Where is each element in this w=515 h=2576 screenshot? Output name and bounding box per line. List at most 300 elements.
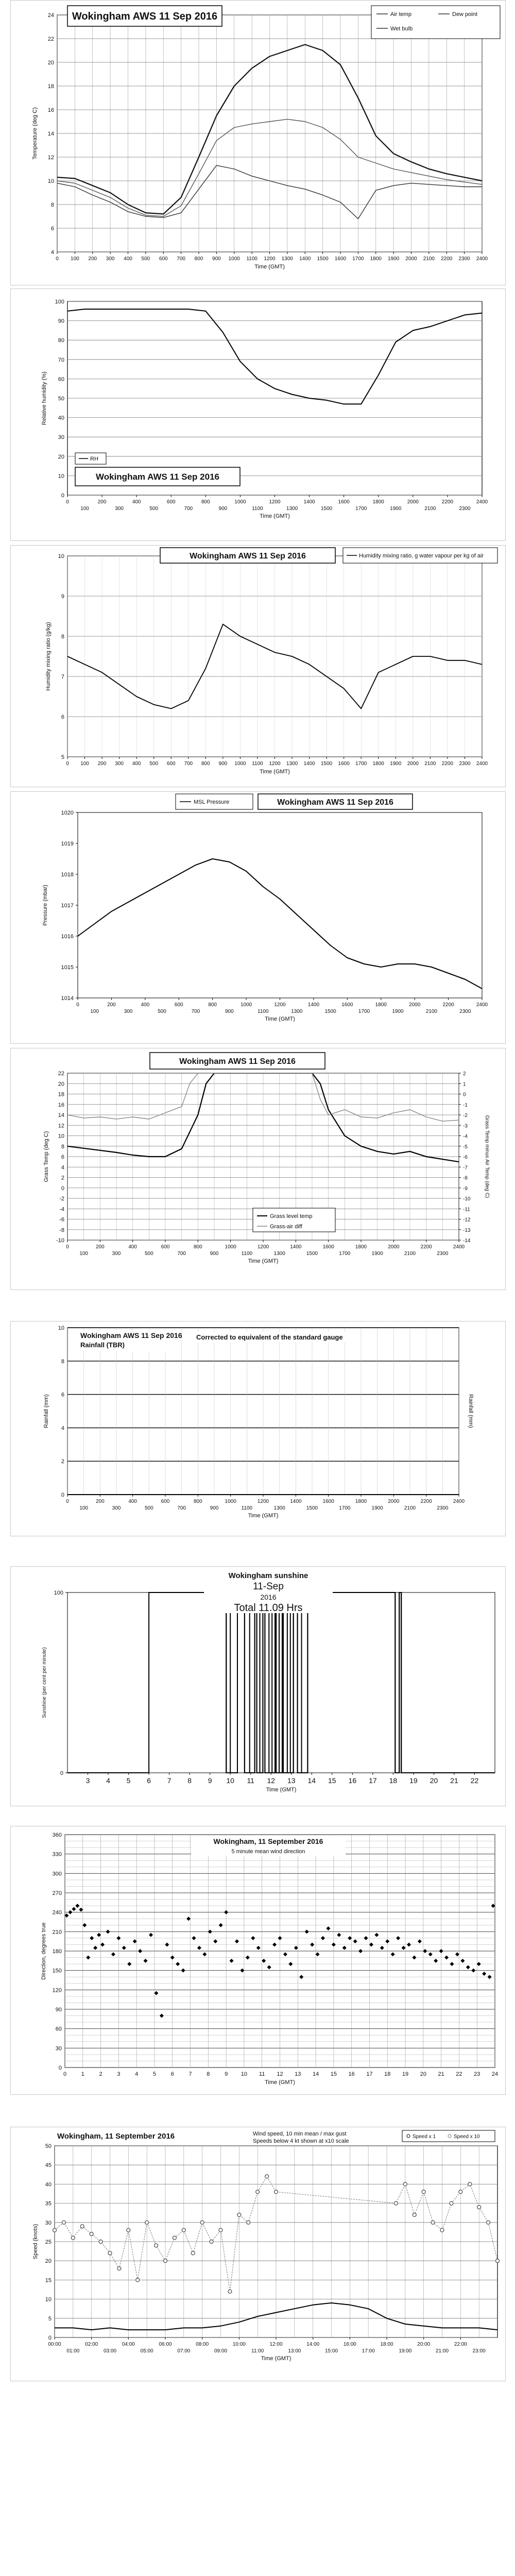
x-tick-label: 1700	[358, 1009, 370, 1014]
x-tick-label: 1	[81, 2071, 84, 2077]
chart-title: Wokingham, 11 September 2016	[213, 1837, 323, 1845]
x-tick-label: 15	[328, 1776, 336, 1785]
x-tick-label: 800	[194, 256, 203, 262]
data-point	[256, 2190, 260, 2194]
y-tick-label: 6	[61, 1392, 64, 1398]
x-tick-label: 11	[247, 1776, 254, 1785]
y-tick-label: 30	[45, 2219, 52, 2226]
y2-tick-label: -6	[463, 1155, 468, 1160]
x-tick-label: 17	[369, 1776, 377, 1785]
chart-subtitle: Wind speed, 10 min mean / max gust	[253, 2131, 347, 2137]
x-tick-label: 23	[474, 2071, 480, 2077]
x-tick-label: 400	[124, 256, 132, 262]
y-tick-label: 20	[45, 2258, 52, 2265]
x-tick-label: 24	[491, 2071, 499, 2077]
x-tick-label: 200	[107, 1002, 116, 1008]
y-tick-label: 360	[52, 1832, 62, 1838]
x-tick-label: 1800	[372, 499, 384, 505]
x-tick-label: 2000	[388, 1244, 400, 1250]
data-point	[145, 2221, 149, 2224]
y-axis-label: Humidity mixing ratio (g/kg)	[45, 622, 52, 691]
data-point	[496, 2259, 500, 2263]
y-tick-label: 10	[45, 2296, 52, 2303]
x-tick-label: 1900	[390, 761, 402, 767]
chart-panel-grass-temp	[10, 1048, 506, 1290]
x-tick-label: 1500	[306, 1251, 318, 1257]
y-axis-label: Speed (knots)	[32, 2224, 39, 2260]
x-tick-label: 17	[366, 2071, 373, 2077]
data-point	[154, 2244, 158, 2247]
chart-panel-wind-speed	[10, 2127, 506, 2381]
y-tick-label: 0	[48, 2335, 52, 2341]
y-tick-label: 2	[61, 1175, 64, 1181]
legend-label: Speed x 10	[454, 2134, 480, 2140]
data-point	[108, 2251, 112, 2255]
data-point	[459, 2190, 462, 2194]
legend-label: Humidity mixing ratio, g water vapour per kg of air	[359, 553, 484, 559]
legend-label: MSL Pressure	[194, 799, 230, 805]
y-tick-label: 20	[58, 1081, 64, 1088]
x-tick-label: 1000	[225, 1499, 236, 1504]
x-tick-label: 1100	[252, 761, 263, 767]
x-tick-label: 1900	[392, 1009, 404, 1014]
x-tick-label: 800	[201, 761, 210, 767]
x-tick-label: 2200	[420, 1244, 432, 1250]
x-tick-label: 14	[312, 2071, 319, 2077]
chart-title: Wokingham, 11 September 2016	[57, 2132, 175, 2141]
y2-tick-label: -7	[463, 1165, 468, 1171]
x-tick-label: 21	[450, 1776, 458, 1785]
x-tick-label: 1900	[388, 256, 400, 262]
x-tick-label: 2300	[437, 1251, 449, 1257]
y-tick-label: 8	[61, 634, 64, 640]
x-tick-label: 200	[95, 1499, 105, 1504]
y2-tick-label: -4	[463, 1133, 468, 1140]
x-tick-label: 900	[225, 1009, 234, 1014]
x-tick-label: 1300	[273, 1251, 285, 1257]
y-tick-label: 210	[52, 1929, 62, 1936]
x-tick-label: 600	[174, 1002, 183, 1008]
x-tick-label: 1500	[306, 1505, 318, 1511]
x-tick-label: 0	[66, 499, 69, 505]
x-tick-label: 900	[212, 256, 221, 262]
x-tick-label: 10	[241, 2071, 248, 2077]
y2-tick-label: -14	[463, 1238, 471, 1244]
plot-area	[67, 1592, 495, 1773]
x-tick-label: 1400	[299, 256, 311, 262]
x-tick-label: 2300	[459, 761, 471, 767]
data-point	[219, 2228, 222, 2232]
x-tick-label: 2200	[441, 761, 454, 767]
y-tick-label: 90	[55, 2007, 62, 2013]
x-tick-label: 800	[193, 1499, 202, 1504]
data-point	[265, 2175, 269, 2178]
x-tick-label: 800	[201, 499, 210, 505]
y-axis-label: Rainfall (mm)	[43, 1394, 49, 1428]
chart-panel-sunshine	[10, 1566, 506, 1806]
chart-panel-pressure	[10, 791, 506, 1044]
x-tick-label: 5	[126, 1776, 131, 1785]
y-tick-label: 330	[52, 1851, 62, 1858]
x-tick-label: 23:00	[472, 2348, 486, 2354]
x-tick-label: 1300	[286, 506, 298, 512]
x-tick-label: 900	[218, 506, 228, 512]
x-tick-label: 7	[167, 1776, 171, 1785]
x-tick-label: 2400	[476, 761, 488, 767]
legend-label: Dew point	[452, 11, 477, 18]
x-tick-label: 1000	[240, 1002, 252, 1008]
x-tick-label: 06:00	[159, 2342, 172, 2347]
data-point	[237, 2213, 241, 2216]
x-tick-label: 1200	[264, 256, 276, 262]
data-point	[182, 2228, 185, 2232]
x-tick-label: 22:00	[454, 2342, 467, 2347]
y2-tick-label: -3	[463, 1123, 468, 1129]
y-tick-label: 90	[58, 318, 64, 325]
y-tick-label: 35	[45, 2200, 52, 2207]
x-tick-label: 1500	[321, 761, 333, 767]
x-tick-label: 1600	[338, 761, 350, 767]
chart-subtitle: 5 minute mean wind direction	[231, 1849, 305, 1855]
data-point	[487, 2221, 490, 2224]
y-tick-label: 8	[61, 1143, 64, 1150]
x-tick-label: 22	[456, 2071, 462, 2077]
y-tick-label: 18	[47, 83, 54, 90]
x-tick-label: 300	[124, 1009, 133, 1014]
data-point	[210, 2240, 213, 2244]
x-tick-label: 2200	[441, 499, 454, 505]
x-tick-label: 2300	[459, 1009, 471, 1014]
y-axis-label: Pressure (mbar)	[42, 885, 48, 926]
data-point	[62, 2221, 65, 2224]
x-tick-label: 1600	[338, 499, 350, 505]
x-tick-label: 1100	[241, 1251, 253, 1257]
x-tick-label: 1000	[225, 1244, 236, 1250]
data-point	[173, 2236, 176, 2240]
chart-sunshine	[11, 1567, 505, 1806]
x-tick-label: 2400	[453, 1499, 465, 1504]
x-tick-label: 15:00	[324, 2348, 338, 2354]
x-tick-label: 2100	[424, 761, 436, 767]
data-point	[228, 2290, 232, 2293]
x-tick-label: 1200	[269, 761, 281, 767]
x-tick-label: 1400	[307, 1002, 320, 1008]
x-tick-label: 02:00	[85, 2342, 98, 2347]
x-tick-label: 100	[90, 1009, 99, 1014]
x-tick-label: 1500	[324, 1009, 336, 1014]
x-tick-label: 0	[56, 256, 59, 262]
x-tick-label: 1200	[257, 1244, 269, 1250]
y-tick-label: -2	[59, 1196, 64, 1202]
data-point	[99, 2240, 102, 2244]
y-tick-label: 1015	[61, 964, 74, 971]
x-tick-label: 4	[106, 1776, 110, 1785]
x-tick-label: 700	[184, 506, 193, 512]
y-tick-label: 0	[58, 2065, 62, 2071]
x-tick-label: 0	[66, 1499, 69, 1504]
y-tick-label: 240	[52, 1909, 62, 1916]
y-tick-label: 1017	[61, 903, 74, 909]
y-tick-label: 10	[58, 1133, 64, 1140]
x-tick-label: 1000	[234, 761, 246, 767]
x-tick-label: 400	[128, 1244, 138, 1250]
x-tick-label: 800	[193, 1244, 202, 1250]
y-tick-label: 1014	[61, 995, 74, 1002]
x-tick-label: 4	[135, 2071, 139, 2077]
y-tick-label: 14	[58, 1112, 64, 1118]
y-tick-label: 4	[50, 249, 54, 256]
y-tick-label: 22	[47, 36, 54, 42]
x-tick-label: 12	[277, 2071, 283, 2077]
x-tick-label: 700	[177, 256, 185, 262]
x-tick-label: 08:00	[196, 2342, 209, 2347]
x-tick-label: 3	[85, 1776, 90, 1785]
legend-label: Wet bulb	[390, 26, 413, 32]
x-tick-label: 20	[420, 2071, 426, 2077]
x-tick-label: 18	[389, 1776, 398, 1785]
legend-swatch	[407, 2134, 410, 2138]
data-point	[71, 2236, 75, 2240]
x-tick-label: 15	[330, 2071, 337, 2077]
y-tick-label: 2	[61, 1459, 64, 1465]
y-tick-label: 5	[48, 2315, 52, 2322]
x-tick-label: 07:00	[177, 2348, 191, 2354]
y-tick-label: 0	[61, 493, 64, 499]
x-tick-label: 0	[76, 1002, 79, 1008]
x-tick-label: 09:00	[214, 2348, 228, 2354]
x-tick-label: 1100	[252, 506, 263, 512]
y2-tick-label: -11	[463, 1207, 470, 1213]
x-tick-label: 200	[97, 761, 107, 767]
chart-panel-temperature	[10, 0, 506, 285]
y2-tick-label: -10	[463, 1196, 471, 1202]
x-tick-label: 300	[115, 761, 124, 767]
x-tick-label: 600	[161, 1499, 170, 1504]
x-axis-label: Time (GMT)	[260, 513, 290, 519]
y-tick-label: 18	[58, 1091, 64, 1098]
data-point	[90, 2232, 93, 2236]
y-tick-label: 0	[61, 1185, 64, 1192]
x-tick-label: 2400	[476, 499, 488, 505]
y-tick-label: 0	[60, 1770, 63, 1776]
x-axis-label: Time (GMT)	[248, 1258, 279, 1264]
x-tick-label: 9	[208, 1776, 212, 1785]
x-tick-label: 1600	[341, 1002, 353, 1008]
x-tick-label: 1300	[286, 761, 298, 767]
y-tick-label: 5	[61, 754, 64, 760]
y-tick-label: 45	[45, 2162, 52, 2169]
data-point	[200, 2221, 204, 2224]
data-point	[53, 2228, 57, 2232]
x-tick-label: 1800	[355, 1244, 367, 1250]
y-tick-label: 180	[52, 1948, 62, 1955]
x-tick-label: 8	[207, 2071, 210, 2077]
x-tick-label: 1600	[322, 1244, 334, 1250]
x-tick-label: 2300	[458, 256, 470, 262]
x-tick-label: 400	[132, 499, 141, 505]
x-axis-label: Time (GMT)	[266, 1787, 297, 1793]
chart-panel-rainfall	[10, 1321, 506, 1536]
x-tick-label: 0	[66, 761, 69, 767]
chart-title: Wokingham AWS 11 Sep 2016	[179, 1057, 296, 1066]
chart-title: Wokingham AWS 11 Sep 2016	[72, 11, 218, 23]
x-tick-label: 2400	[453, 1244, 465, 1250]
x-tick-label: 11	[259, 2071, 265, 2077]
x-tick-label: 300	[112, 1505, 121, 1511]
x-tick-label: 20	[430, 1776, 438, 1785]
y-tick-label: 10	[58, 553, 64, 560]
y2-axis-label: Grass Temp minus Air Temp (deg C)	[484, 1115, 490, 1198]
x-tick-label: 22	[470, 1776, 479, 1785]
x-tick-label: 2100	[425, 1009, 437, 1014]
data-point	[394, 2201, 398, 2205]
chart-title: Wokingham AWS 11 Sep 2016	[96, 472, 219, 482]
chart-title: Wokingham AWS 11 Sep 2016	[80, 1331, 182, 1340]
x-tick-label: 300	[112, 1251, 121, 1257]
x-tick-label: 2100	[424, 506, 436, 512]
chart-grass-temperature	[11, 1048, 505, 1290]
plot-area	[78, 812, 482, 998]
x-tick-label: 1500	[317, 256, 329, 262]
x-tick-label: 100	[71, 256, 79, 262]
legend-label: Grass-air diff	[270, 1224, 302, 1230]
y-tick-label: 70	[58, 357, 64, 363]
chart-panel-wind-direction	[10, 1826, 506, 2095]
x-tick-label: 0	[66, 1244, 69, 1250]
chart-title: Wokingham sunshine	[228, 1571, 308, 1580]
x-tick-label: 10	[226, 1776, 234, 1785]
data-point	[136, 2278, 140, 2282]
x-tick-label: 100	[80, 506, 89, 512]
y2-tick-label: -8	[463, 1175, 468, 1181]
y2-tick-label: -1	[463, 1102, 468, 1108]
x-tick-label: 600	[159, 256, 168, 262]
x-tick-label: 6	[170, 2071, 174, 2077]
y-axis-label: Sunshine (per cent per minute)	[42, 1647, 47, 1718]
x-tick-label: 2100	[404, 1505, 416, 1511]
x-tick-label: 5	[152, 2071, 157, 2077]
x-tick-label: 2000	[405, 256, 417, 262]
x-tick-label: 500	[149, 506, 159, 512]
x-tick-label: 800	[208, 1002, 217, 1008]
x-tick-label: 03:00	[103, 2348, 117, 2354]
x-tick-label: 100	[79, 1251, 89, 1257]
x-tick-label: 1700	[339, 1505, 351, 1511]
data-point	[468, 2182, 472, 2186]
y-tick-label: 1016	[61, 934, 74, 940]
x-tick-label: 500	[144, 1505, 153, 1511]
y-tick-label: 270	[52, 1890, 62, 1896]
x-tick-label: 1200	[269, 499, 281, 505]
x-tick-label: 01:00	[66, 2348, 80, 2354]
x-tick-label: 1300	[281, 256, 293, 262]
y-tick-label: 15	[45, 2277, 52, 2284]
x-tick-label: 1000	[228, 256, 240, 262]
legend-label: Speed x 1	[413, 2134, 436, 2140]
x-tick-label: 500	[158, 1009, 166, 1014]
chart-note: Speeds below 4 kt shown at x10 scale	[253, 2138, 349, 2144]
chart-relative-humidity	[11, 289, 505, 540]
chart-panel-mixing-ratio	[10, 545, 506, 787]
x-tick-label: 04:00	[122, 2342, 135, 2347]
legend-swatch	[448, 2134, 451, 2138]
x-tick-label: 1900	[371, 1505, 383, 1511]
y-tick-label: 14	[47, 131, 54, 137]
y-tick-label: -4	[59, 1206, 64, 1213]
y-tick-label: 20	[47, 60, 54, 66]
x-tick-label: 2100	[404, 1251, 416, 1257]
x-tick-label: 1800	[375, 1002, 387, 1008]
legend-label: Air temp	[390, 11, 411, 18]
y-tick-label: 4	[61, 1425, 64, 1432]
x-tick-label: 21	[438, 2071, 444, 2077]
x-tick-label: 1600	[334, 256, 347, 262]
x-tick-label: 1900	[371, 1251, 383, 1257]
x-tick-label: 1600	[322, 1499, 334, 1504]
x-tick-label: 1400	[303, 499, 315, 505]
data-point	[431, 2221, 435, 2224]
x-tick-label: 200	[97, 499, 107, 505]
y-tick-label: 22	[58, 1071, 64, 1077]
x-tick-label: 18	[384, 2071, 391, 2077]
y-tick-label: 8	[50, 202, 54, 208]
legend-label: RH	[90, 456, 98, 462]
x-tick-label: 0	[63, 2071, 67, 2077]
x-tick-label: 1100	[258, 1009, 269, 1014]
x-tick-label: 2300	[459, 506, 471, 512]
y-tick-label: 16	[58, 1101, 64, 1108]
x-tick-label: 1500	[321, 506, 333, 512]
x-tick-label: 9	[225, 2071, 228, 2077]
x-tick-label: 2400	[476, 1002, 488, 1008]
x-tick-label: 100	[80, 761, 89, 767]
y-tick-label: 60	[55, 2026, 62, 2032]
x-tick-label: 14	[307, 1776, 316, 1785]
y-tick-label: 40	[45, 2181, 52, 2188]
x-tick-label: 500	[141, 256, 150, 262]
y-tick-label: 12	[47, 155, 54, 161]
y-tick-label: 10	[58, 1325, 64, 1331]
chart-subtitle: 11-Sep	[253, 1581, 284, 1592]
x-tick-label: 2000	[407, 499, 419, 505]
x-tick-label: 2200	[441, 256, 453, 262]
x-tick-label: 18:00	[380, 2342, 393, 2347]
y-tick-label: 30	[55, 2045, 62, 2052]
data-point	[440, 2228, 444, 2232]
x-tick-label: 20:00	[417, 2342, 431, 2347]
x-tick-label: 2100	[423, 256, 435, 262]
y-axis-label: Relative humidity (%)	[41, 371, 47, 425]
y-axis-label: Grass Temp (deg C)	[43, 1131, 49, 1182]
chart-annotation: Corrected to equivalent of the standard gauge	[196, 1333, 343, 1341]
x-tick-label: 12	[267, 1776, 276, 1785]
y2-axis-label: Rainfall (mm)	[468, 1394, 474, 1428]
x-tick-label: 700	[191, 1009, 200, 1014]
x-tick-label: 300	[115, 506, 124, 512]
x-axis-label: Time (GMT)	[254, 264, 285, 270]
x-tick-label: 500	[144, 1251, 153, 1257]
x-tick-label: 400	[128, 1499, 138, 1504]
x-tick-label: 13:00	[288, 2348, 301, 2354]
x-tick-label: 13	[287, 1776, 296, 1785]
y-tick-label: 80	[58, 337, 64, 344]
y-tick-label: 7	[61, 674, 64, 680]
x-tick-label: 11:00	[251, 2348, 264, 2354]
x-tick-label: 2300	[437, 1505, 449, 1511]
data-point	[274, 2190, 278, 2194]
y-tick-label: 0	[61, 1492, 64, 1498]
y-tick-label: 10	[58, 473, 64, 480]
